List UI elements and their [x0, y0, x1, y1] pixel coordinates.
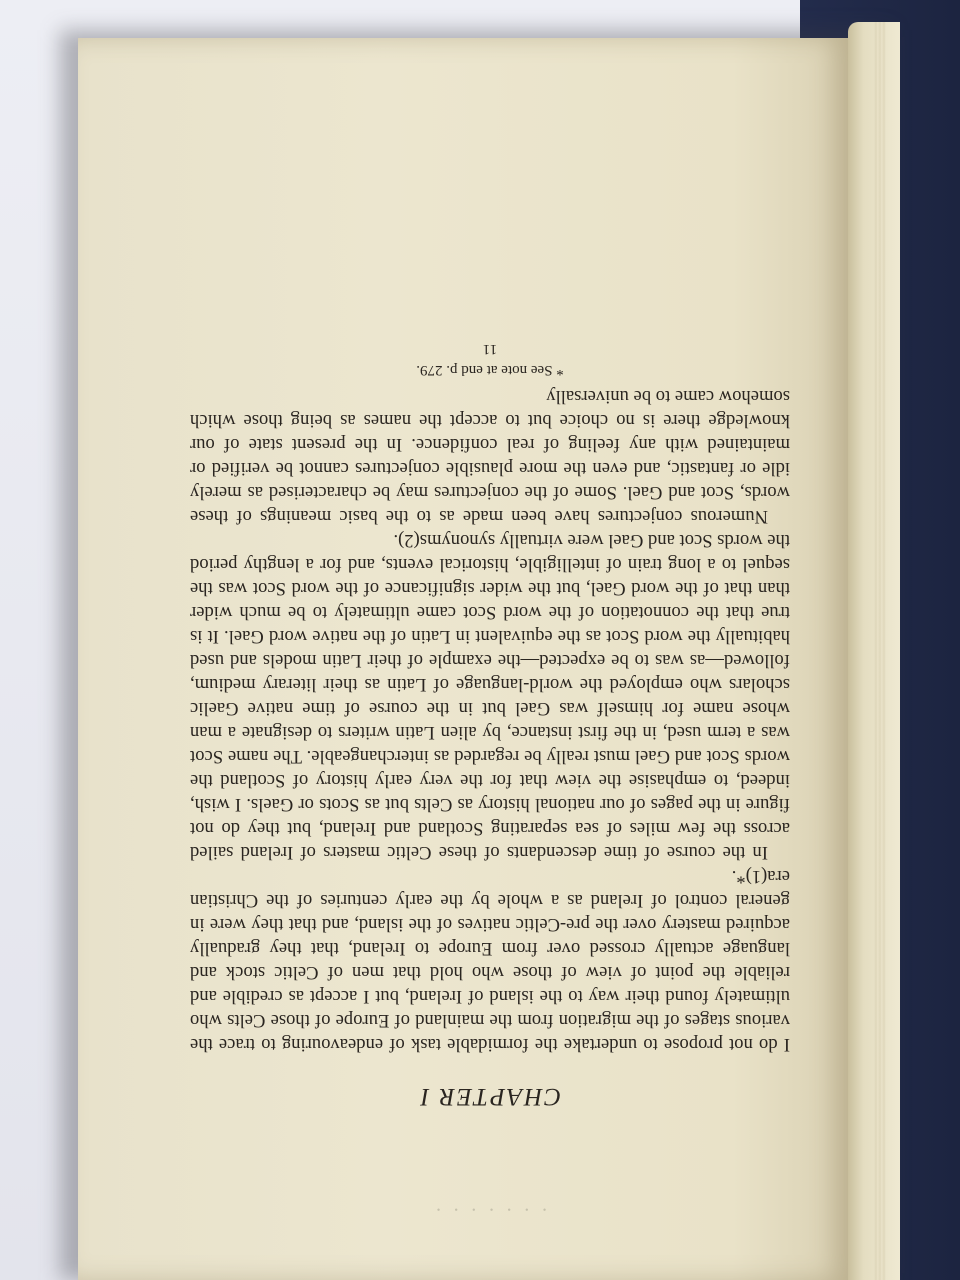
page-stack-edge — [874, 22, 886, 1280]
page-number: 11 — [482, 341, 498, 357]
paragraph-1: I do not propose to undertake the formidable task of endeavouring to trace the various stages of the migration from the mainland of Europe of those Celts who ultimately found their way to the island of Ireland, but I accept as credible and reliable the point of view of those who hold that men of Celtic stock and language actually crossed over from Europe to Ireland, that they gradually acquired mastery over the pre-Celtic natives of the island, and that they were in general control of Ireland as a whole by the early centuries of the Christian era(1)*. — [190, 866, 790, 1055]
paragraph-3: Numerous conjectures have been made as to the basic meanings of these words, Scot and Gael. Some of the conjectures may be characterised as merely idle or fantastic, and even the more plausible conjectures cannot be verified or maintained with any feeling of real confidence. In the present state of our knowledge there is no choice but to accept the names as being those which somehow came to be universally — [190, 386, 790, 527]
chapter-title: CHAPTER I — [418, 1083, 562, 1110]
footnote: * See note at end p. 279. — [416, 362, 564, 378]
page-text-block — [190, 160, 790, 1110]
paragraph-2: In the course of time descendants of these Celtic masters of Ireland sailed across the few miles of sea separating Scotland and Ireland, but they do not figure in the pages of our national history as Celts but as Scots or Gaels. I wish, indeed, to emphasise the view that for the very early history of Scotland the words Scot and Gael must really be regarded as interchangeable. The name Scot was a term used, in the first instance, by alien Latin writers to designate a man whose name for himself was Gael but in the course of time native Gaelic scholars who employed the world-language of Latin as their literary medium, followed—as was to be expected—the example of their Latin models and used habitually the word Scot as the equivalent in Latin of the native word Gael. It is true that the connotation of the word Scot came ultimately to be much wider than that of the word Gael, but the wider significance of the word Scot was the sequel to a long train of intelligible, historical events, and for a lengthy period the words Scot and Gael were virtually synonyms(2). — [190, 530, 790, 863]
show-through-text: · · · · · · · — [432, 1198, 548, 1220]
